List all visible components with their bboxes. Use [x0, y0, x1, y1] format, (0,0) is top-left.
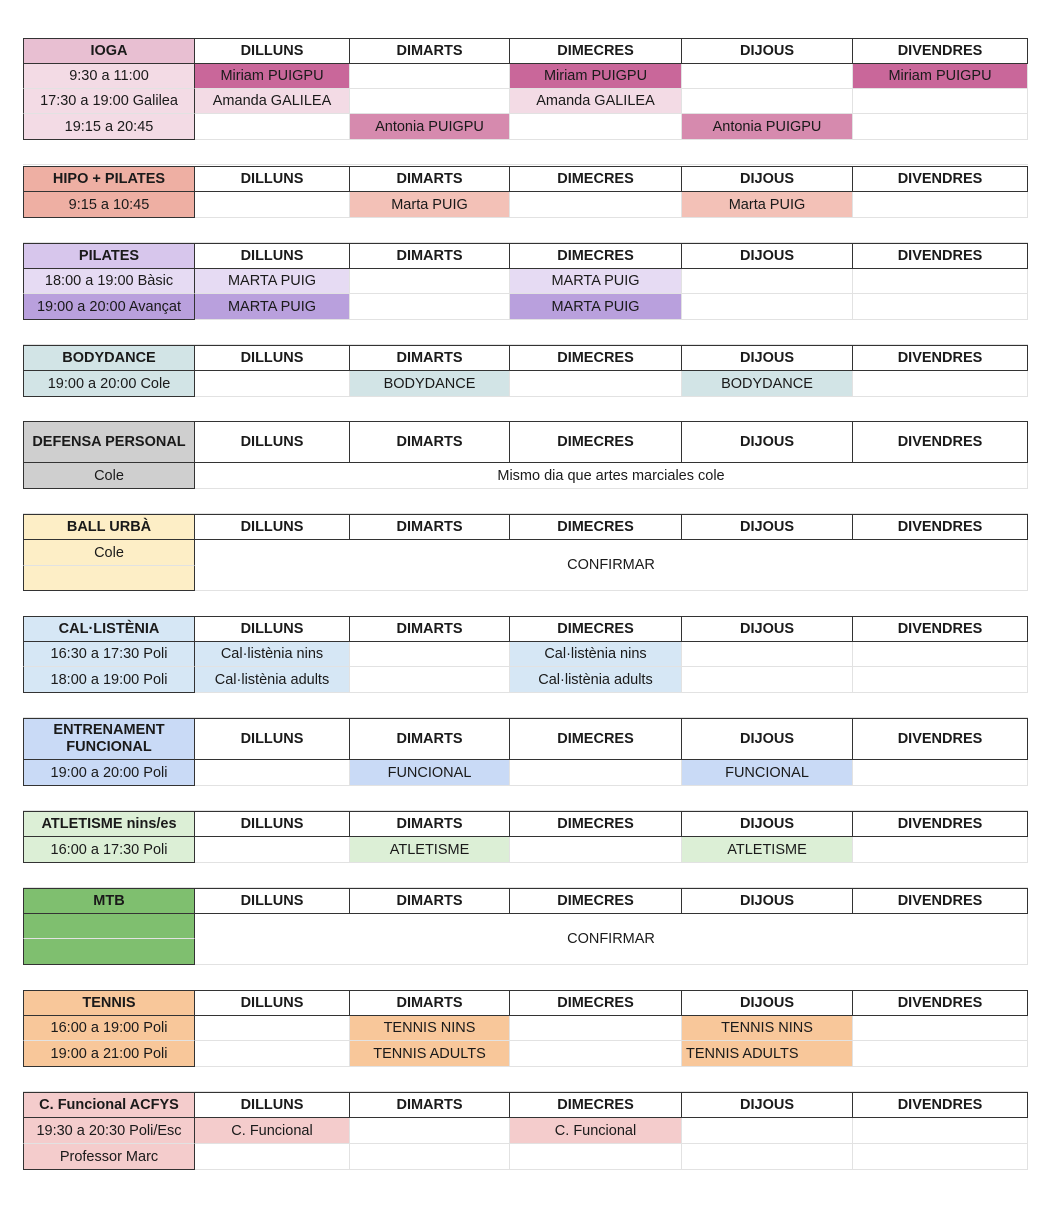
- class-cell: [682, 269, 853, 294]
- acfys-header-row: [23, 1092, 1028, 1118]
- day-header: DIMECRES: [510, 718, 682, 760]
- day-header: DILLUNS: [195, 888, 350, 914]
- class-cell: [682, 1144, 853, 1170]
- time-label: 19:00 a 20:00 Poli: [23, 760, 195, 786]
- atletisme-header-row: [23, 811, 1028, 837]
- day-header: DIMARTS: [350, 345, 510, 371]
- day-header: DIMARTS: [350, 243, 510, 269]
- funcional-header-row: [23, 718, 1028, 760]
- day-header: DIJOUS: [682, 38, 853, 64]
- class-cell: [350, 1118, 510, 1144]
- day-header: DILLUNS: [195, 345, 350, 371]
- day-header: DILLUNS: [195, 421, 350, 463]
- acfys-title: C. Funcional ACFYS: [23, 1092, 195, 1118]
- day-header: DIJOUS: [682, 421, 853, 463]
- ioga-header-row: [23, 38, 1028, 64]
- mtb-title: MTB: [23, 888, 195, 914]
- pilates-row: [23, 294, 1028, 320]
- time-label: 19:00 a 20:00 Avançat: [23, 294, 195, 320]
- class-cell: TENNIS ADULTS: [682, 1041, 853, 1067]
- hipo-row: [23, 192, 1028, 218]
- time-label: 18:00 a 19:00 Poli: [23, 667, 195, 693]
- class-cell: [510, 1144, 682, 1170]
- day-header: DILLUNS: [195, 514, 350, 540]
- class-cell: [853, 1041, 1028, 1067]
- day-header: DIMARTS: [350, 38, 510, 64]
- class-cell: FUNCIONAL: [350, 760, 510, 786]
- time-label: 16:00 a 19:00 Poli: [23, 1016, 195, 1041]
- class-cell: [682, 1118, 853, 1144]
- time-label: Cole: [23, 463, 195, 489]
- class-cell: Cal·listènia adults: [510, 667, 682, 693]
- day-header: DIMECRES: [510, 514, 682, 540]
- ioga-title: IOGA: [23, 38, 195, 64]
- day-header: DIMARTS: [350, 718, 510, 760]
- class-cell: [853, 1118, 1028, 1144]
- defensa-note: Mismo dia que artes marciales cole: [195, 463, 1028, 489]
- class-cell: Cal·listènia nins: [195, 642, 350, 667]
- day-header: DIJOUS: [682, 990, 853, 1016]
- class-cell: [195, 192, 350, 218]
- day-header: DIMECRES: [510, 1092, 682, 1118]
- class-cell: MARTA PUIG: [195, 294, 350, 320]
- funcional-row: [23, 760, 1028, 786]
- class-cell: Amanda GALILEA: [510, 89, 682, 114]
- class-cell: MARTA PUIG: [195, 269, 350, 294]
- class-cell: [510, 1041, 682, 1067]
- class-cell: TENNIS NINS: [682, 1016, 853, 1041]
- calistenia-header-row: [23, 616, 1028, 642]
- tennis-title: TENNIS: [23, 990, 195, 1016]
- class-cell: [853, 1016, 1028, 1041]
- tennis-row: [23, 1016, 1028, 1041]
- class-cell: C. Funcional: [195, 1118, 350, 1144]
- class-cell: ATLETISME: [682, 837, 853, 863]
- class-cell: TENNIS ADULTS: [350, 1041, 510, 1067]
- day-header: DILLUNS: [195, 718, 350, 760]
- class-cell: [350, 64, 510, 89]
- day-header: DIJOUS: [682, 888, 853, 914]
- day-header: DIMECRES: [510, 421, 682, 463]
- time-label-empty: [23, 914, 195, 939]
- day-header: DIVENDRES: [853, 811, 1028, 837]
- calistenia-row: [23, 642, 1028, 667]
- class-cell: [682, 642, 853, 667]
- day-header: DIMECRES: [510, 811, 682, 837]
- class-cell: [350, 89, 510, 114]
- class-cell: [195, 1041, 350, 1067]
- atletisme-row: [23, 837, 1028, 863]
- class-cell: Amanda GALILEA: [195, 89, 350, 114]
- day-header: DIVENDRES: [853, 345, 1028, 371]
- day-header: DIJOUS: [682, 514, 853, 540]
- day-header: DILLUNS: [195, 243, 350, 269]
- class-cell: [350, 667, 510, 693]
- day-header: DIVENDRES: [853, 616, 1028, 642]
- day-header: DIMARTS: [350, 990, 510, 1016]
- time-label: 16:30 a 17:30 Poli: [23, 642, 195, 667]
- class-cell: [510, 837, 682, 863]
- day-header: DIMECRES: [510, 38, 682, 64]
- class-cell: [195, 837, 350, 863]
- class-cell: [853, 89, 1028, 114]
- day-header: DIMECRES: [510, 616, 682, 642]
- ioga-row: [23, 89, 1028, 114]
- class-cell: [195, 371, 350, 397]
- class-cell: Cal·listènia nins: [510, 642, 682, 667]
- class-cell: [195, 1144, 350, 1170]
- day-header: DIJOUS: [682, 1092, 853, 1118]
- day-header: DIJOUS: [682, 345, 853, 371]
- class-cell: Cal·listènia adults: [195, 667, 350, 693]
- day-header: DIMARTS: [350, 514, 510, 540]
- class-cell: Miriam PUIGPU: [853, 64, 1028, 89]
- class-cell: MARTA PUIG: [510, 294, 682, 320]
- atletisme-title: ATLETISME nins/es: [23, 811, 195, 837]
- class-cell: ATLETISME: [350, 837, 510, 863]
- day-header: DIVENDRES: [853, 990, 1028, 1016]
- day-header: DIVENDRES: [853, 38, 1028, 64]
- class-cell: Antonia PUIGPU: [350, 114, 510, 140]
- class-cell: [853, 642, 1028, 667]
- class-cell: [853, 371, 1028, 397]
- day-header: DILLUNS: [195, 616, 350, 642]
- time-label: 19:30 a 20:30 Poli/Esc: [23, 1118, 195, 1144]
- day-header: DIVENDRES: [853, 888, 1028, 914]
- class-cell: C. Funcional: [510, 1118, 682, 1144]
- mtb-note: CONFIRMAR: [195, 914, 1028, 965]
- class-cell: [853, 192, 1028, 218]
- funcional-title: ENTRENAMENT FUNCIONAL: [23, 718, 195, 760]
- class-cell: [195, 760, 350, 786]
- calistenia-title: CAL·LISTÈNIA: [23, 616, 195, 642]
- defensa-header-row: [23, 421, 1028, 463]
- class-cell: [682, 294, 853, 320]
- day-header: DIMARTS: [350, 421, 510, 463]
- day-header: DIMARTS: [350, 888, 510, 914]
- class-cell: [350, 269, 510, 294]
- day-header: DIJOUS: [682, 243, 853, 269]
- bodydance-title: BODYDANCE: [23, 345, 195, 371]
- tennis-row: [23, 1041, 1028, 1067]
- class-cell: [350, 642, 510, 667]
- class-cell: MARTA PUIG: [510, 269, 682, 294]
- class-cell: FUNCIONAL: [682, 760, 853, 786]
- day-header: DIMARTS: [350, 616, 510, 642]
- defensa-row: [23, 463, 1028, 489]
- day-header: DIJOUS: [682, 811, 853, 837]
- class-cell: [853, 294, 1028, 320]
- pilates-title: PILATES: [23, 243, 195, 269]
- day-header: DIMECRES: [510, 345, 682, 371]
- class-cell: [510, 1016, 682, 1041]
- class-cell: [682, 667, 853, 693]
- time-label: Cole: [23, 540, 195, 566]
- tennis-header-row: [23, 990, 1028, 1016]
- day-header: DIMECRES: [510, 888, 682, 914]
- day-header: DIMARTS: [350, 166, 510, 192]
- day-header: DIJOUS: [682, 616, 853, 642]
- day-header: DIVENDRES: [853, 1092, 1028, 1118]
- day-header: DIJOUS: [682, 166, 853, 192]
- class-cell: [350, 1144, 510, 1170]
- time-label: 19:00 a 21:00 Poli: [23, 1041, 195, 1067]
- time-label: 9:15 a 10:45: [23, 192, 195, 218]
- day-header: DIVENDRES: [853, 166, 1028, 192]
- class-cell: [510, 760, 682, 786]
- time-label-empty: [23, 566, 195, 591]
- ball-header-row: [23, 514, 1028, 540]
- class-cell: BODYDANCE: [350, 371, 510, 397]
- bodydance-row: [23, 371, 1028, 397]
- day-header: DILLUNS: [195, 166, 350, 192]
- day-header: DIMARTS: [350, 811, 510, 837]
- class-cell: TENNIS NINS: [350, 1016, 510, 1041]
- day-header: DILLUNS: [195, 990, 350, 1016]
- time-label: 18:00 a 19:00 Bàsic: [23, 269, 195, 294]
- day-header: DIVENDRES: [853, 514, 1028, 540]
- class-cell: [195, 1016, 350, 1041]
- ball-title: BALL URBÀ: [23, 514, 195, 540]
- pilates-header-row: [23, 243, 1028, 269]
- day-header: DIJOUS: [682, 718, 853, 760]
- day-header: DILLUNS: [195, 811, 350, 837]
- calistenia-row: [23, 667, 1028, 693]
- acfys-row: [23, 1118, 1028, 1144]
- class-cell: [853, 760, 1028, 786]
- ioga-row: [23, 114, 1028, 140]
- pilates-row: [23, 269, 1028, 294]
- class-cell: [853, 837, 1028, 863]
- day-header: DILLUNS: [195, 38, 350, 64]
- time-label: 19:00 a 20:00 Cole: [23, 371, 195, 397]
- hipo-title: HIPO + PILATES: [23, 166, 195, 192]
- class-cell: [510, 371, 682, 397]
- day-header: DIMARTS: [350, 1092, 510, 1118]
- day-header: DIMECRES: [510, 990, 682, 1016]
- day-header: DIMECRES: [510, 243, 682, 269]
- time-label: 9:30 a 11:00: [23, 64, 195, 89]
- defensa-title: DEFENSA PERSONAL: [23, 421, 195, 463]
- class-cell: [853, 269, 1028, 294]
- class-cell: [682, 89, 853, 114]
- class-cell: [350, 294, 510, 320]
- class-cell: [682, 64, 853, 89]
- class-cell: Marta PUIG: [350, 192, 510, 218]
- bodydance-header-row: [23, 345, 1028, 371]
- class-cell: [853, 667, 1028, 693]
- time-label: Professor Marc: [23, 1144, 195, 1170]
- acfys-row: [23, 1144, 1028, 1170]
- class-cell: [510, 114, 682, 140]
- ioga-row: [23, 64, 1028, 89]
- hipo-header-row: [23, 166, 1028, 192]
- class-cell: Miriam PUIGPU: [510, 64, 682, 89]
- class-cell: Antonia PUIGPU: [682, 114, 853, 140]
- day-header: DILLUNS: [195, 1092, 350, 1118]
- class-cell: Miriam PUIGPU: [195, 64, 350, 89]
- day-header: DIVENDRES: [853, 243, 1028, 269]
- class-cell: Marta PUIG: [682, 192, 853, 218]
- class-cell: [510, 192, 682, 218]
- time-label: 19:15 a 20:45: [23, 114, 195, 140]
- class-cell: BODYDANCE: [682, 371, 853, 397]
- ball-note: CONFIRMAR: [195, 540, 1028, 591]
- class-cell: [853, 114, 1028, 140]
- time-label: 16:00 a 17:30 Poli: [23, 837, 195, 863]
- day-header: DIVENDRES: [853, 421, 1028, 463]
- time-label: 17:30 a 19:00 Galilea: [23, 89, 195, 114]
- time-label-empty: [23, 939, 195, 965]
- day-header: DIMECRES: [510, 166, 682, 192]
- class-cell: [195, 114, 350, 140]
- class-cell: [853, 1144, 1028, 1170]
- mtb-header-row: [23, 888, 1028, 914]
- day-header: DIVENDRES: [853, 718, 1028, 760]
